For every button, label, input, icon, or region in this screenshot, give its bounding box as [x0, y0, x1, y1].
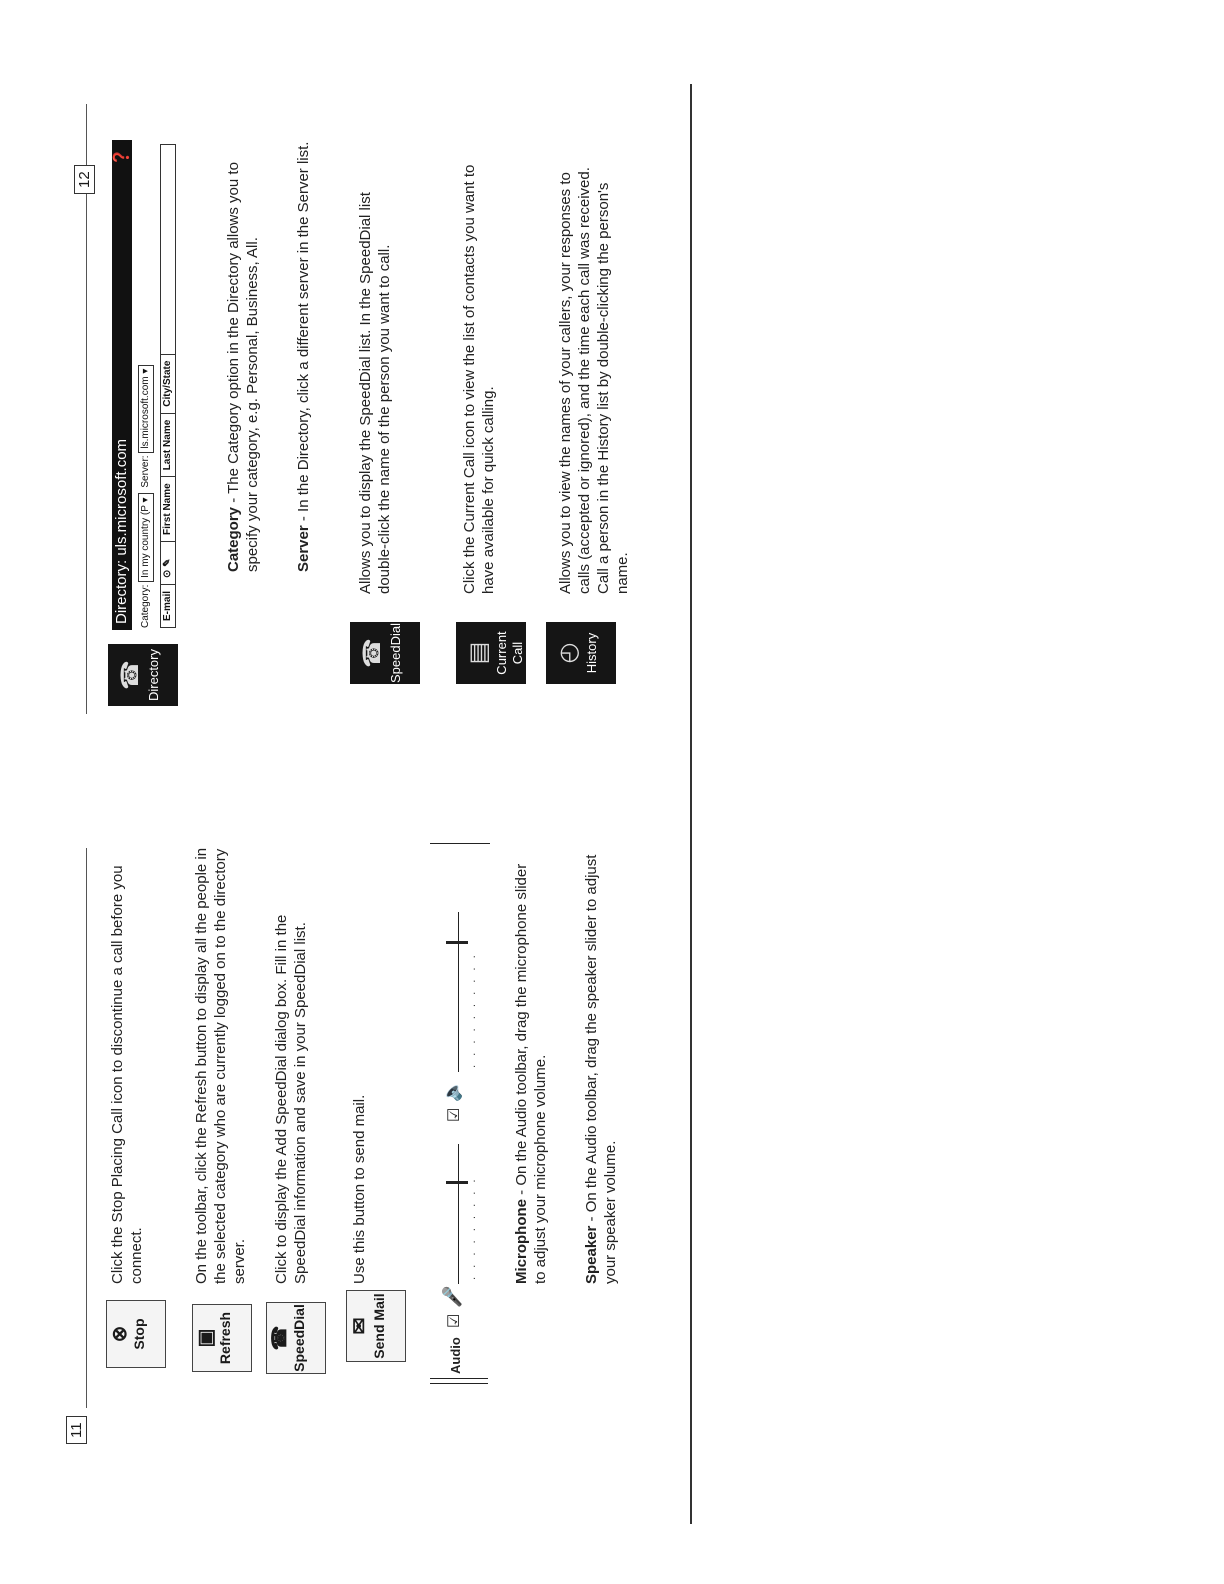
directory-button[interactable]: ☎ Directory [108, 644, 178, 706]
history-description: Allows you to view the names of your callers, your responses to calls (accepted or ignored), and the time each call was received. Call a person in the History list by double-clicking the person's name. [557, 167, 631, 594]
current-call-button[interactable]: ▤ Current Call [456, 622, 526, 684]
speeddial-icon: ☎ [359, 638, 386, 668]
page-edge-line [690, 84, 692, 1524]
microphone-ticks: ‧‧‧‧‧‧‧‧‧ [470, 1170, 481, 1280]
current-call-description: Click the Current Call icon to view the list of contacts you want to have available for quick calling. [461, 164, 497, 594]
speeddial-icon: ☎ [269, 1325, 291, 1351]
microphone-slider-thumb[interactable] [446, 1181, 468, 1184]
audio-toolbar [430, 824, 494, 1384]
send-mail-description: Use this button to send mail. [351, 1094, 368, 1284]
current-call-icon: ▤ [465, 641, 492, 665]
directory-title: Directory: uls.microsoft.com [113, 438, 130, 624]
directory-window [112, 140, 192, 630]
speeddial-button[interactable]: ☎ SpeedDial [350, 622, 420, 684]
send-mail-button[interactable]: ✉ Send Mail [346, 1290, 406, 1362]
speaker-slider-thumb[interactable] [446, 941, 468, 944]
toolbar-grip[interactable] [430, 1378, 488, 1384]
stop-icon: ⊗ [109, 1325, 131, 1343]
toolbar-end [430, 843, 490, 844]
page-number-left: 11 [66, 1416, 87, 1444]
column-icons[interactable]: ⊙ ✎ [161, 541, 175, 584]
column-email[interactable]: E-mail [161, 584, 175, 627]
audio-label: Audio [448, 1337, 463, 1374]
add-speeddial-button[interactable]: ☎ SpeedDial [266, 1302, 326, 1374]
stop-description: Click the Stop Placing Call icon to discontinue a call before you connect. [109, 865, 145, 1284]
speaker-checkbox[interactable]: ☑ [446, 1107, 463, 1122]
microphone-icon: 🎤 [442, 1285, 462, 1308]
microphone-slider[interactable] [458, 1144, 459, 1284]
speeddial-list-description: Allows you to display the SpeedDial list. In the SpeedDial list double-click the name of the person you want to call. [357, 192, 393, 594]
category-dropdown[interactable]: In my country (P ▾ [138, 493, 154, 581]
directory-icon: ☎ [117, 660, 144, 690]
mail-icon: ✉ [349, 1317, 371, 1335]
column-last-name[interactable]: Last Name [161, 413, 175, 477]
microphone-description: Microphone - On the Audio toolbar, drag the microphone slider to adjust your microphone volume. [513, 863, 549, 1284]
speaker-slider[interactable] [458, 912, 459, 1072]
mic-checkbox[interactable]: ☑ [446, 1313, 463, 1328]
speaker-description: Speaker - On the Audio toolbar, drag the speaker slider to adjust your speaker volume. [583, 854, 619, 1284]
category-description: Category - The Category option in the Directory allows you to specify your category, e.g. Personal, Business, All. [225, 162, 261, 572]
speaker-icon: 🔈 [442, 1079, 462, 1102]
refresh-button[interactable]: ▣ Refresh [192, 1304, 252, 1372]
help-icon[interactable]: ❓ [113, 148, 130, 167]
directory-column-headers [160, 144, 176, 628]
directory-options-row [138, 142, 154, 628]
speaker-ticks: ‧‧‧‧‧‧‧‧‧‧ [470, 946, 481, 1068]
history-icon: ◴ [555, 642, 582, 664]
stop-button[interactable]: ⊗ Stop [106, 1300, 166, 1368]
history-button[interactable]: ◴ History [546, 622, 616, 684]
header-rule-right [86, 104, 87, 714]
server-label: Server: [140, 455, 151, 488]
refresh-description: On the toolbar, click the Refresh button to display all the people in the selected category who are currently logged on to the directory server. [193, 847, 248, 1284]
column-city-state[interactable]: City/State [161, 354, 175, 413]
header-rule-left [86, 848, 87, 1408]
refresh-icon: ▣ [195, 1328, 217, 1348]
speeddial-description: Click to display the Add SpeedDial dialog box. Fill in the SpeedDial information and save in your SpeedDial list. [273, 914, 309, 1284]
server-description: Server - In the Directory, click a different server in the Server list. [295, 141, 312, 572]
server-dropdown[interactable]: ls.microsoft.com ▾ [138, 365, 154, 453]
page-number-right: 12 [74, 165, 95, 194]
column-first-name[interactable]: First Name [161, 476, 175, 541]
category-label: Category: [140, 584, 151, 628]
directory-title-bar [112, 140, 132, 630]
